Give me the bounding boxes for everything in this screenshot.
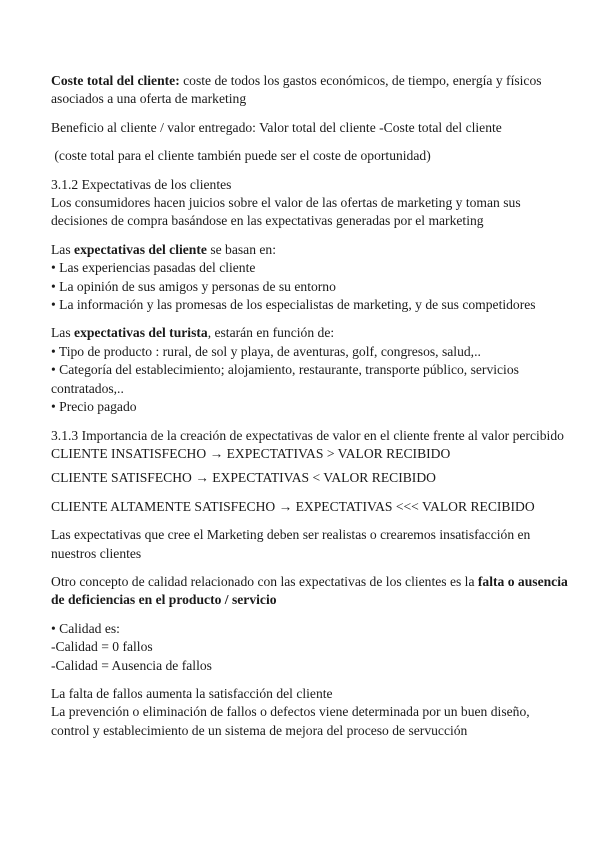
otro-concepto-paragraph [51, 573, 571, 610]
coste-nota-paragraph: (coste total para el cliente también puede ser el coste de oportunidad) [51, 148, 431, 164]
final-line-2: La prevención o eliminación de fallos o defectos viene determinada por un buen diseño, control y establecimiento de un sistema de mejora del proceso de servucción [51, 704, 530, 738]
list-item: • Tipo de producto : rural, de sol y playa, de aventuras, golf, congresos, salud,.. [51, 343, 481, 359]
list-item: • La opinión de sus amigos y personas de su entorno [51, 278, 336, 294]
list-item: -Calidad = 0 fallos [51, 639, 153, 655]
calidad-block [51, 620, 571, 675]
intro-bold: expectativas del turista [74, 325, 208, 341]
list-item: • La información y las promesas de los especialistas de marketing, y de sus competidores [51, 297, 536, 313]
section-313-heading: 3.1.3 Importancia de la creación de expectativas de valor en el cliente frente al valor percibido [51, 427, 564, 443]
document-page [51, 72, 571, 750]
coste-total-paragraph [51, 72, 571, 109]
formula-insatisfecho: CLIENTE INSATISFECHO → EXPECTATIVAS > VALOR RECIBIDO [51, 445, 451, 461]
list-item: • Calidad es: [51, 620, 120, 636]
formula-satisfecho: CLIENTE SATISFECHO → EXPECTATIVAS < VALOR RECIBIDO [51, 470, 436, 486]
coste-total-term: Coste total del cliente: [51, 73, 180, 88]
list-item: • Precio pagado [51, 399, 137, 415]
coste-total-definition: coste de todos los gastos económicos, de tiempo, energía y físicos asociados a una oferta de marketing [51, 73, 542, 107]
list-item: • Categoría del establecimiento; alojamiento, restaurante, transporte público, servicios contratados,.. [51, 362, 519, 396]
realistas-paragraph: Las expectativas que cree el Marketing deben ser realistas o crearemos insatisfacción en nuestros clientes [51, 527, 531, 561]
beneficio-paragraph: Beneficio al cliente / valor entregado: Valor total del cliente -Coste total del cliente [51, 119, 502, 135]
intro-post: , estarán en función de: [207, 325, 335, 341]
intro-pre: Las [51, 325, 75, 341]
intro-bold: expectativas del cliente [74, 241, 207, 257]
intro-pre: Las [51, 241, 75, 257]
section-312-text: Los consumidores hacen juicios sobre el valor de las ofertas de marketing y toman sus decisiones de compra basándose en las expectativas generadas por el marketing [51, 195, 521, 229]
section-313 [51, 427, 571, 464]
expectativas-cliente-intro [51, 241, 571, 259]
list-item: • Las experiencias pasadas del cliente [51, 260, 256, 276]
intro-post: se basan en: [206, 241, 276, 257]
formula-altamente-satisfecho: CLIENTE ALTAMENTE SATISFECHO → EXPECTATIVAS <<< VALOR RECIBIDO [51, 498, 535, 514]
section-312-heading: 3.1.2 Expectativas de los clientes [51, 176, 232, 192]
expectativas-turista [51, 324, 571, 416]
section-312 [51, 176, 571, 231]
otro-concepto-bold: falta o ausencia de deficiencias en el producto / servicio [51, 573, 568, 608]
expectativas-turista-intro [51, 324, 571, 342]
final-line-1: La falta de fallos aumenta la satisfacción del cliente [51, 685, 333, 701]
list-item: -Calidad = Ausencia de fallos [51, 657, 212, 673]
expectativas-cliente [51, 241, 571, 315]
otro-concepto-text: Otro concepto de calidad relacionado con las expectativas de los clientes es la [51, 573, 478, 589]
final-block [51, 685, 571, 740]
